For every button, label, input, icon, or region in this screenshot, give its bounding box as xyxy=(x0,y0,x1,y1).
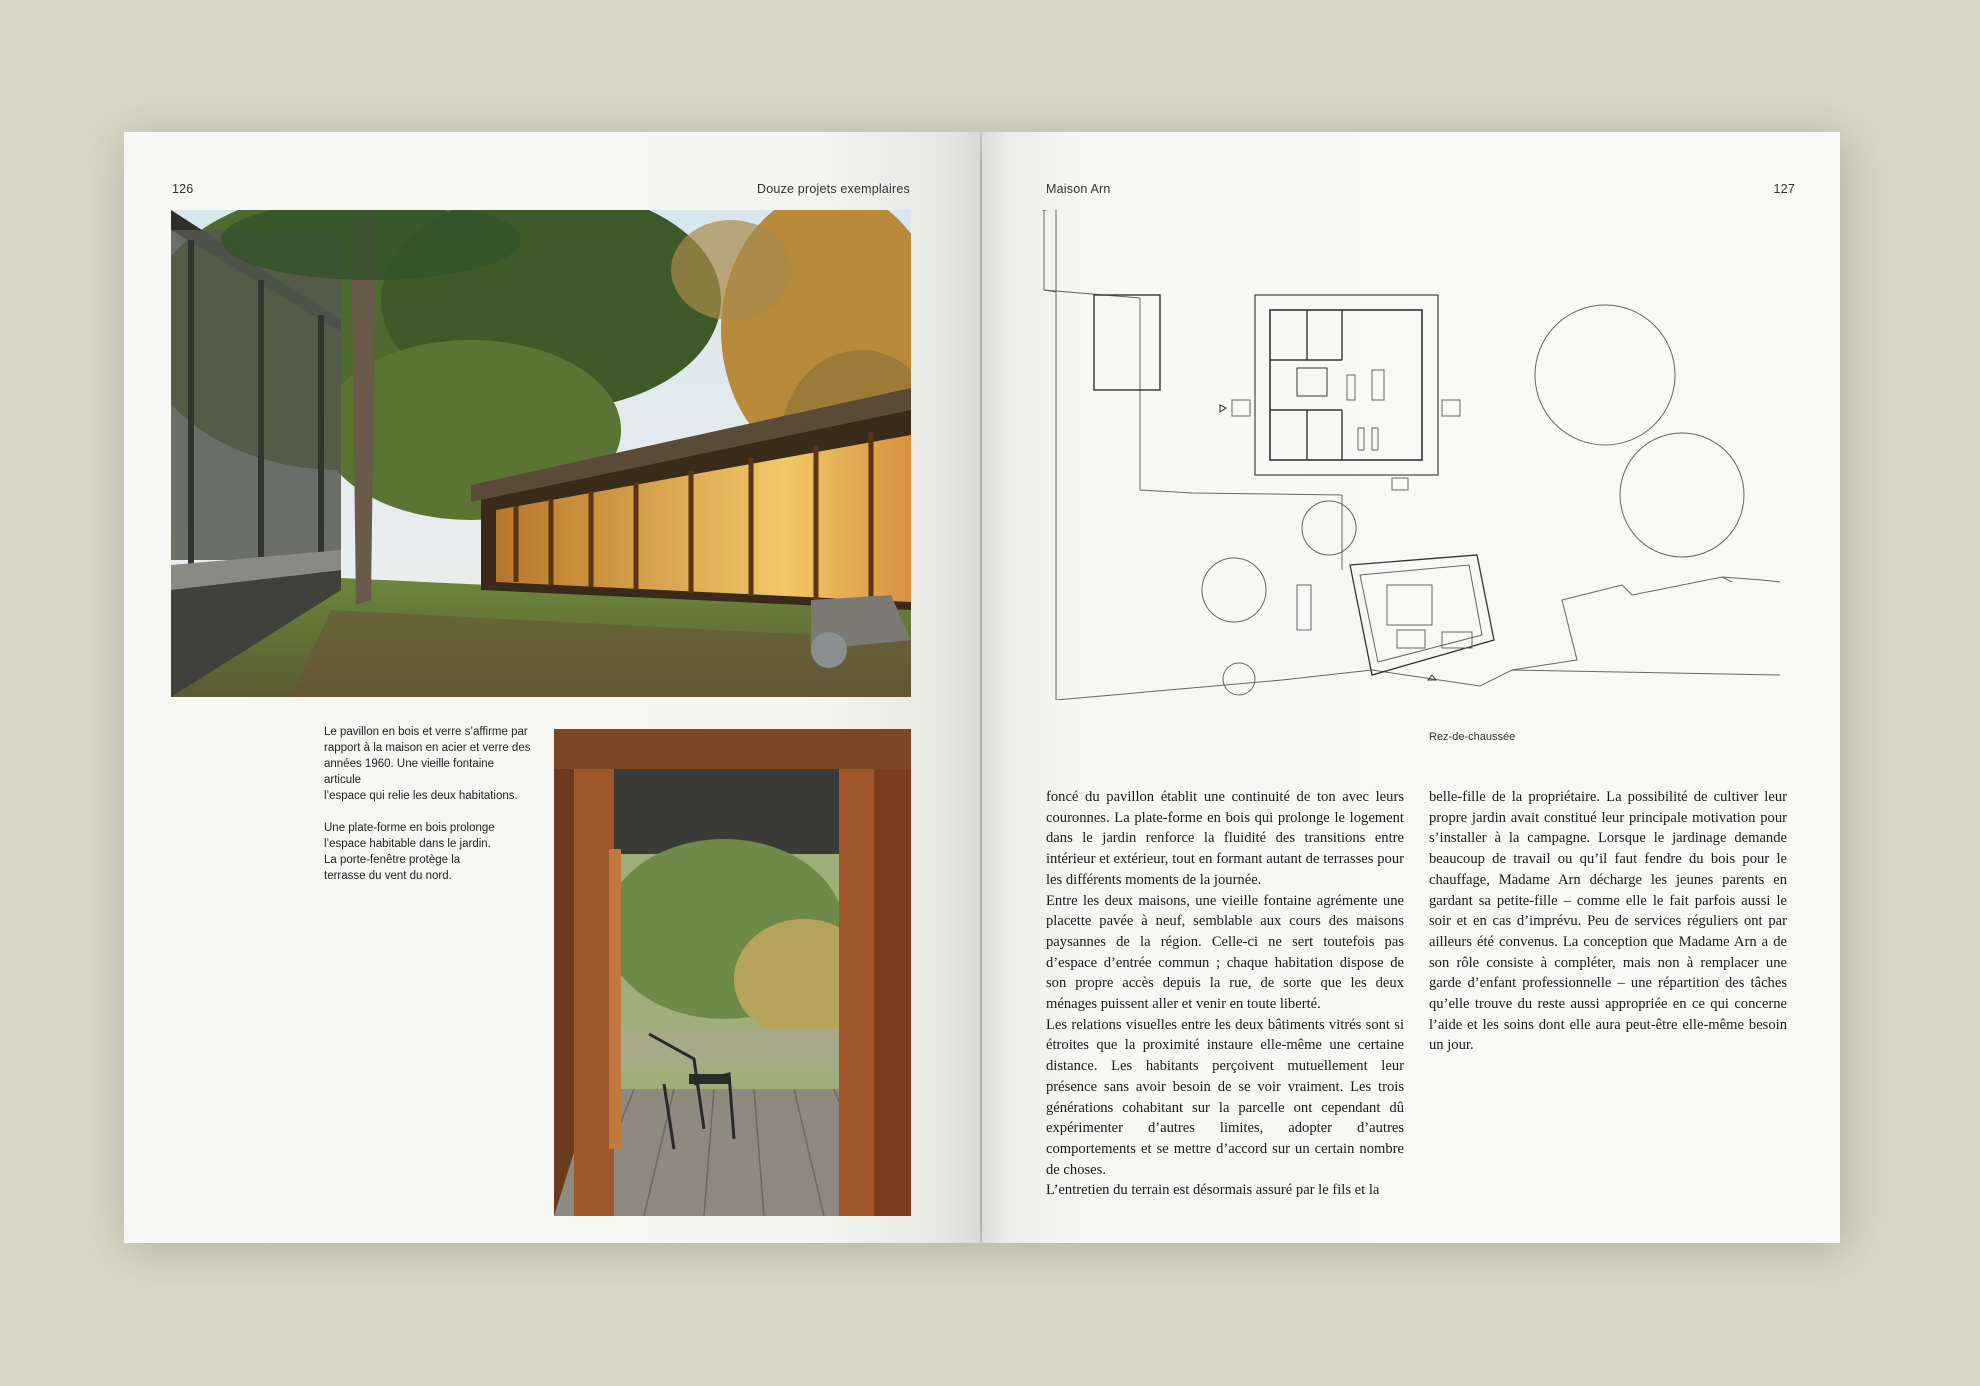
paragraph: Entre les deux maisons, une vieille fontaine agrémente une placette pavée à neuf, semblable aux cours des maisons paysannes de la région. Celle-ci ne sert toutefois pas d’espace d’entrée commun ; chaque habitation dispose de son propre accès depuis la rue, de sorte que les deux ménages puissent aller et venir en toute liberté. xyxy=(1046,892,1404,1013)
photo-captions xyxy=(324,724,534,900)
paragraph: L’entretien du terrain est désormais assuré par le fils et la xyxy=(1046,1182,1380,1199)
right-page xyxy=(982,132,1840,1243)
running-title-right: Maison Arn xyxy=(1046,182,1111,196)
paragraph: Les relations visuelles entre les deux bâtiments vitrés sont si étroites que la proximité instaure elle-même une certaine distance. Les habitants perçoivent mutuellement leur présence sans avoir besoin de se voir vraiment. Les trois générations cohabitant sur la parcelle ont cependant dû expérimenter d’autres limites, adopter d’autres comportements et se mettre d’accord sur un certain nombre de choses. xyxy=(1046,1016,1404,1178)
caption-terrace: Une plate-forme en bois prolonge l’espace habitable dans le jardin. La porte-fenêtre protège la terrasse du vent du nord. xyxy=(324,822,495,882)
caption-exterior: Le pavillon en bois et verre s’affirme par rapport à la maison en acier et verre des années 1960. Une vieille fontaine articule l’espace qui relie les deux habitations. xyxy=(324,726,531,802)
running-title-left: Douze projets exemplaires xyxy=(757,182,910,196)
page-number-left: 126 xyxy=(172,182,194,196)
pavilion-exterior-photo xyxy=(171,210,911,697)
plan-caption: Rez-de-chaussée xyxy=(1429,731,1516,743)
terrace-window-photo xyxy=(554,729,911,1216)
page-number-right: 127 xyxy=(1773,182,1795,196)
body-column-1 xyxy=(1046,787,1404,1201)
paragraph: foncé du pavillon établit une continuité de ton avec leurs couronnes. La plate-forme en bois qui prolonge le logement dans le jardin renforce la fluidité des transitions entre intérieur et extérieur, tout en formant autant de terrasses pour les différents moments de la journée. xyxy=(1046,789,1404,888)
body-column-2 xyxy=(1429,787,1787,1056)
left-page xyxy=(124,132,980,1243)
ground-floor-plan xyxy=(1042,210,1782,700)
paragraph: belle-fille de la propriétaire. La possibilité de cultiver leur propre jardin avait constitué leur principale motivation pour s’installer à la campagne. Lorsque le jardinage demande beaucoup de travail ou qu’il faut fendre du bois pour le chauffage, Madame Arn décharge les jeunes parents en gardant sa petite-fille – comme elle le fait parfois aussi le soir et en cas d’imprévu. Peu de services réguliers ont par ailleurs été convenus. La conception que Madame Arn a de son rôle consiste à compléter, mais non à remplacer une garde d’enfant professionnelle – une répartition des tâches qu’elle trouve du reste aussi appropriée en ce qui concerne l’aide et les soins dont elle aura peut-être elle-même besoin un jour. xyxy=(1429,789,1787,1054)
